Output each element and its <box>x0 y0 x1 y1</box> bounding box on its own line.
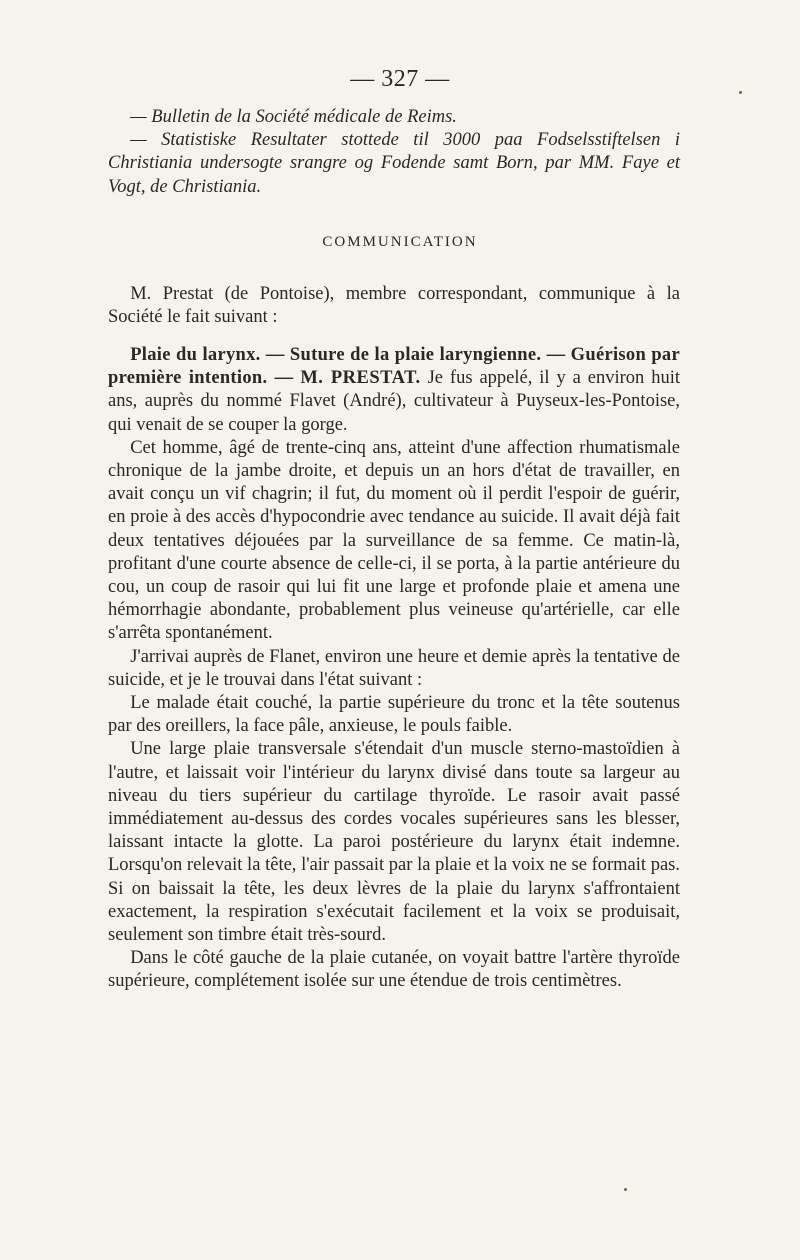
paragraph-text: Je fus appelé, il y a environ huit ans, auprès du nommé Flavet (André), cultivateur à Puyseux-les-Pontoise, qui venait de se couper la gorge. <box>108 368 680 435</box>
paragraph: Le malade était couché, la partie supérieure du tronc et la tête soutenus par des oreillers, la face pâle, anxieuse, le pouls faible. <box>108 693 680 737</box>
bibliography-block <box>108 106 680 199</box>
paragraph: Une large plaie transversale s'étendait d'un muscle sterno-mastoïdien à l'autre, et laissait voir l'intérieur du larynx divisé dans toute sa largeur au niveau du tiers supérieur du cartilage thyroïde. Le rasoir avait passé immédiatement au-dessus des cordes vocales supérieures sans les blesser, laissant intacte la glotte. La paroi postérieure du larynx était indemne. Lorsqu'on relevait la tête, l'air passait par la plaie et la voix ne se formait pas. Si on baissait la tête, les deux lèvres de la plaie du larynx s'affrontaient exactement, la respiration s'exécutait facilement et la voix se produisait, seulement son timbre était très-sourd. <box>108 739 680 946</box>
paper-speck <box>739 91 742 94</box>
intro-paragraph: M. Prestat (de Pontoise), membre correspondant, communique à la Société le fait suivant : <box>108 284 680 328</box>
paragraph: Cet homme, âgé de trente-cinq ans, atteint d'une affection rhumatismale chronique de la jambe droite, et depuis un an hors d'état de travailler, en avait conçu un vif chagrin; il fut, du moment où il perdit l'espoir de guérir, en proie à des accès d'hypocondrie avec tendance au suicide. Il avait déjà fait deux tentatives déjouées par la surveillance de sa femme. Ce matin-là, profitant d'une courte absence de celle-ci, il se porta, à la partie antérieure du cou, un coup de rasoir qui lui fit une large et profonde plaie et amena une hémorrhagie abondante, probablement plus veineuse qu'artérielle, car elle s'arrêta spontanément. <box>108 437 680 644</box>
intro-block <box>108 283 680 329</box>
article-title: Plaie du larynx. — Suture de la plaie laryngienne. — Guérison par première intention. — <box>108 345 680 389</box>
article-author: M. PRESTAT. <box>300 368 421 389</box>
article-first-paragraph <box>108 344 680 437</box>
bibliography-entry: — Bulletin de la Société médicale de Reims. <box>130 107 457 127</box>
paper-speck <box>624 1188 627 1191</box>
paragraph: Dans le côté gauche de la plaie cutanée, on voyait battre l'artère thyroïde supérieure, complétement isolée sur une étendue de trois centimètres. <box>108 948 680 992</box>
section-title: COMMUNICATION <box>322 234 478 250</box>
paragraph: J'arrivai auprès de Flanet, environ une heure et demie après la tentative de suicide, et je le trouvai dans l'état suivant : <box>108 646 680 690</box>
bibliography-entry: — Statistiske Resultater stottede til 3000 paa Fodselsstiftelsen i Christiania undersogte srangre og Fodende samt Born, par MM. Faye et Vogt, de Christiania. <box>108 130 680 197</box>
article-body <box>108 344 680 994</box>
page-number-header: — 327 — <box>350 66 450 92</box>
